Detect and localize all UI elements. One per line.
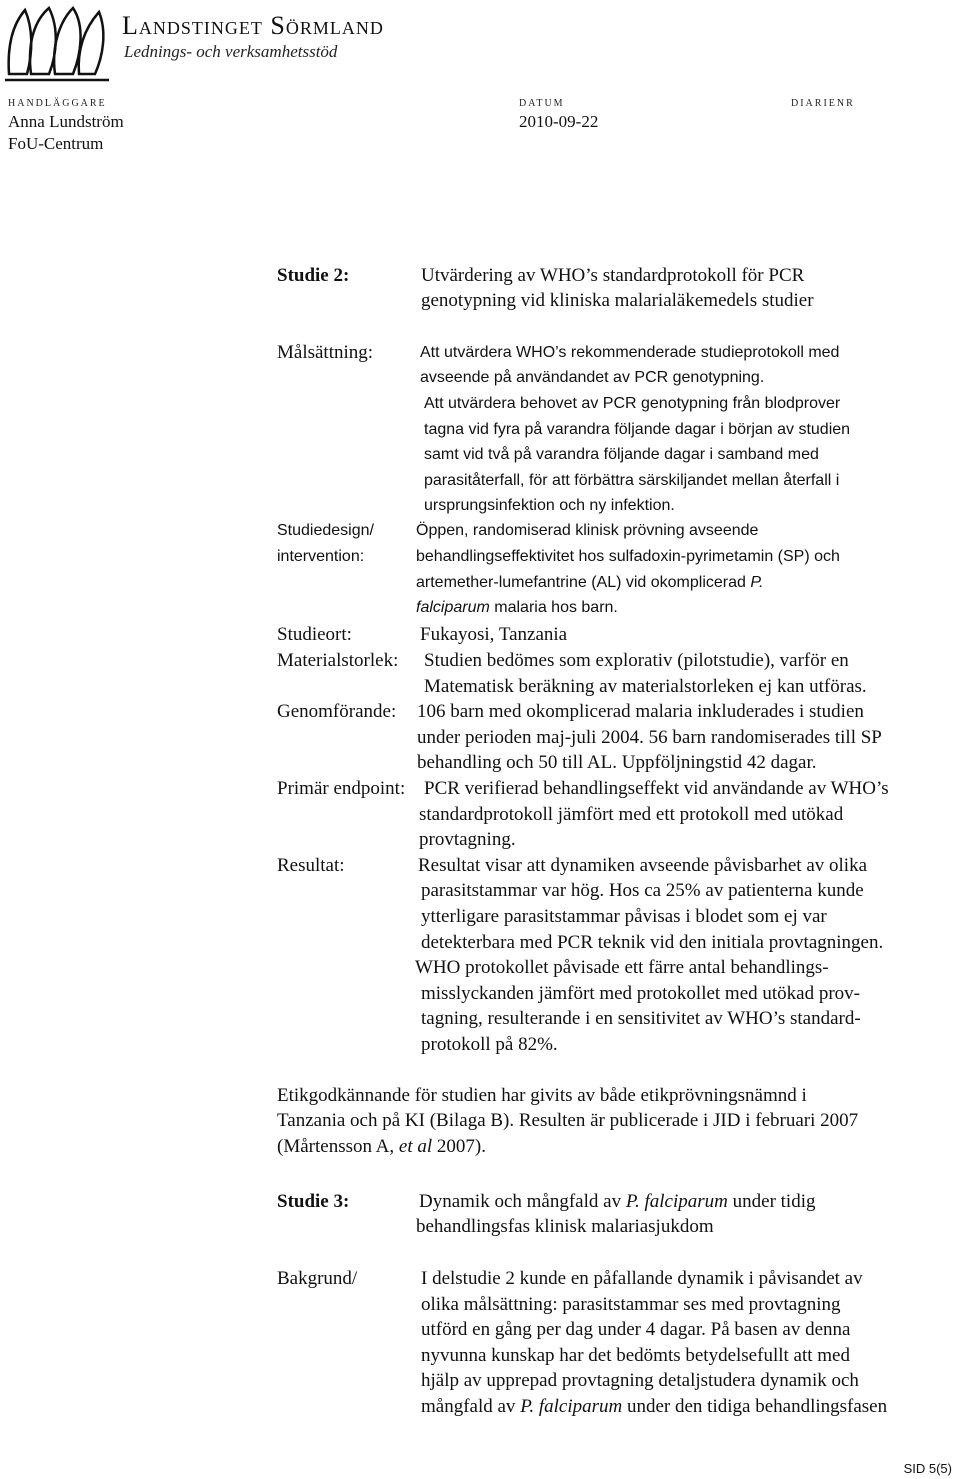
malsattning-line: samt vid två på varandra följande dagar i samband med: [424, 446, 819, 463]
etik-line: Etikgodkännande för studien har givits av både etikprövningsnämnd i: [277, 1085, 807, 1106]
material-line: Matematisk beräkning av materialstorleken ej kan utföras.: [424, 676, 867, 697]
genomforande-label: Genomförande:: [277, 701, 397, 722]
datum-label: DATUM: [519, 98, 565, 109]
etik-italic: et al: [398, 1136, 433, 1157]
design-tail: malaria hos barn.: [489, 599, 618, 616]
malsattning-line: ursprungsinfektion och ny infektion.: [424, 497, 675, 514]
studieort-label: Studieort:: [277, 624, 352, 645]
design-italic-falciparum: falciparum: [416, 599, 490, 616]
resultat-line: ytterligare parasitstammar påvisas i blodet som ej var: [421, 906, 827, 927]
datum-value: 2010-09-22: [519, 112, 599, 131]
studie3-title-text: under tidig: [727, 1191, 816, 1212]
design-line: behandlingseffektivitet hos sulfadoxin-pyrimetamin (SP) och: [416, 548, 840, 565]
studie2-title-line: genotypning vid kliniska malarialäkemedels studier: [421, 290, 814, 311]
org-name: Landstinget Sörmland: [122, 11, 384, 40]
studie3-title-text: Dynamik och mångfald av: [419, 1191, 626, 1212]
studie2-title-line: Utvärdering av WHO’s standardprotokoll för PCR: [421, 265, 805, 286]
bakgrund-label: Bakgrund/: [277, 1268, 358, 1289]
resultat-line: Resultat visar att dynamiken avseende påvisbarhet av olika: [418, 855, 867, 876]
primar-line: provtagning.: [419, 829, 516, 850]
bakgrund-line: olika målsättning: parasitstammar ses med provtagning: [421, 1294, 841, 1315]
resultat-line: tagning, resulterande i en sensitivitet av WHO’s standard-: [421, 1008, 861, 1029]
org-subtitle: Lednings- och verksamhetsstöd: [124, 42, 338, 61]
studieort-value: Fukayosi, Tanzania: [420, 624, 568, 645]
resultat-line: misslyckanden jämfört med protokollet med utökad prov-: [421, 983, 861, 1004]
primar-label: Primär endpoint:: [277, 778, 406, 799]
etik-text: 2007).: [432, 1136, 486, 1157]
genomforande-line: under perioden maj-juli 2004. 56 barn randomiserades till SP: [417, 727, 882, 748]
bakgrund-line: [421, 1396, 887, 1418]
etik-text: (Mårtensson A,: [277, 1136, 399, 1157]
malsattning-line: tagna vid fyra på varandra följande dagar i början av studien: [424, 421, 851, 438]
diarienr-label: DIARIENR: [791, 98, 855, 109]
resultat-line: parasitstammar var hög. Hos ca 25% av patienterna kunde: [421, 880, 864, 901]
malsattning-label: Målsättning:: [277, 342, 374, 363]
material-line: Studien bedömes som explorativ (pilotstudie), varför en: [424, 650, 849, 671]
bakgrund-line: hjälp av upprepad provtagning detaljstudera dynamik och: [421, 1370, 859, 1391]
design-label: Studiedesign/: [277, 522, 374, 539]
resultat-line: detekterbara med PCR teknik vid den initiala provtagningen.: [421, 932, 884, 953]
handlaggare-unit: FoU-Centrum: [8, 134, 104, 153]
etik-line: [277, 1136, 486, 1158]
bakgrund-italic: P. falciparum: [520, 1396, 623, 1417]
bakgrund-text: mångfald av: [421, 1396, 521, 1417]
design-text: artemether-lumefantrine (AL) vid okomplicerad: [416, 574, 746, 591]
malsattning-line: parasitåterfall, för att förbättra särskiljandet mellan återfall i: [424, 472, 840, 489]
studie3-title-line: [419, 1191, 816, 1213]
studie3-title-italic: P. falciparum: [625, 1191, 728, 1212]
design-label: intervention:: [277, 548, 365, 565]
bakgrund-line: I delstudie 2 kunde en påfallande dynamik i påvisandet av: [421, 1268, 863, 1289]
resultat-label: Resultat:: [277, 855, 345, 876]
bakgrund-line: utförd en gång per dag under 4 dagar. På basen av denna: [421, 1319, 851, 1340]
studie2-heading: Studie 2:: [277, 265, 350, 286]
design-italic-p: P.: [750, 574, 764, 591]
design-line: Öppen, randomiserad klinisk prövning avseende: [416, 522, 759, 539]
page-number: SID 5(5): [903, 1461, 952, 1476]
handlaggare-name: Anna Lundström: [8, 112, 124, 131]
bakgrund-line: nyvunna kunskap har det bedömts betydelsefullt att med: [421, 1345, 850, 1366]
primar-line: PCR verifierad behandlingseffekt vid användande av WHO’s: [424, 778, 889, 799]
resultat-line: WHO protokollet påvisade ett färre antal behandlings-: [415, 957, 829, 978]
design-line: [416, 599, 618, 617]
material-label: Materialstorlek:: [277, 650, 399, 671]
genomforande-line: behandling och 50 till AL. Uppföljningstid 42 dagar.: [417, 752, 817, 773]
handlaggare-label: HANDLÄGGARE: [8, 98, 107, 109]
malsattning-line: avseende på användandet av PCR genotypning.: [420, 369, 765, 386]
malsattning-line: Att utvärdera behovet av PCR genotypning från blodprover: [424, 395, 841, 412]
landsting-logo: [3, 4, 111, 84]
studie3-title-line: behandlingsfas klinisk malariasjukdom: [416, 1216, 714, 1237]
etik-line: Tanzania och på KI (Bilaga B). Resulten är publicerade i JID i februari 2007: [277, 1110, 859, 1131]
design-line: [416, 574, 763, 592]
bakgrund-text: under den tidiga behandlingsfasen: [622, 1396, 888, 1417]
genomforande-line: 106 barn med okomplicerad malaria inkluderades i studien: [417, 701, 864, 722]
studie3-heading: Studie 3:: [277, 1191, 350, 1212]
primar-line: standardprotokoll jämfört med ett protokoll med utökad: [419, 804, 844, 825]
malsattning-line: Att utvärdera WHO’s rekommenderade studieprotokoll med: [420, 344, 840, 361]
resultat-line: protokoll på 82%.: [421, 1034, 558, 1055]
